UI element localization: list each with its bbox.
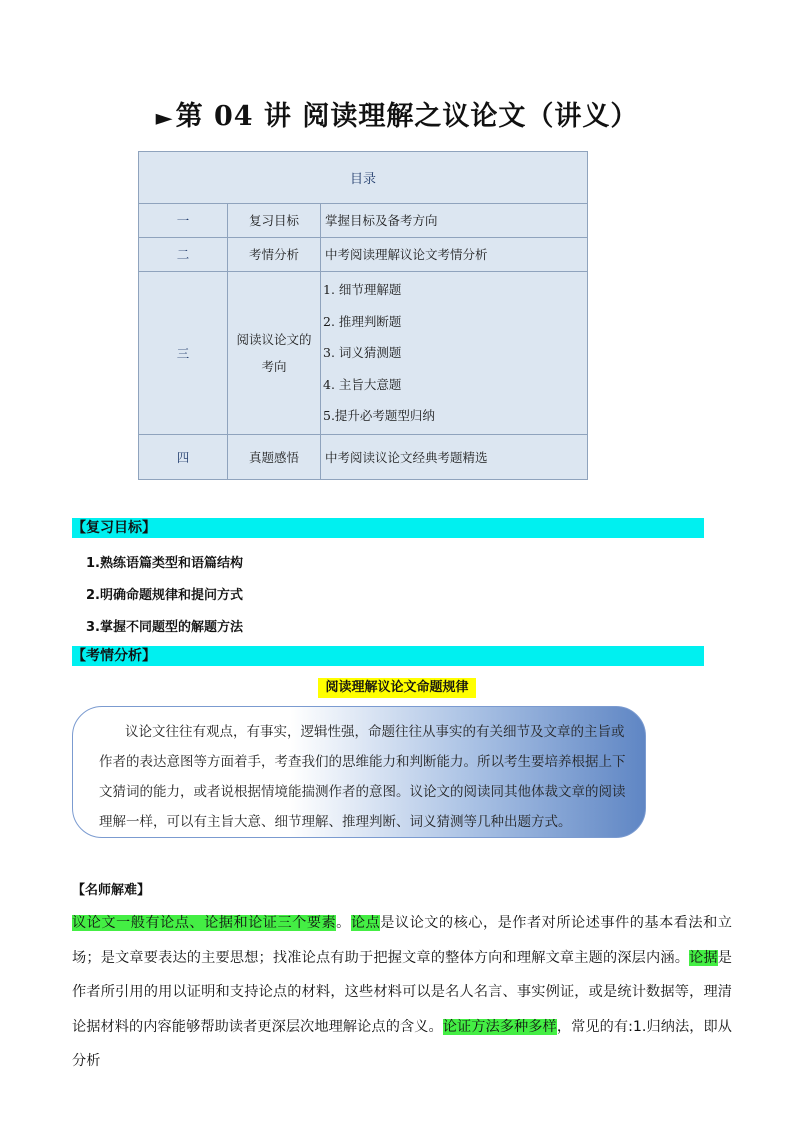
list-item: 5.提升必考题型归纳 xyxy=(323,408,435,424)
list-item: 2.明确命题规律和提问方式 xyxy=(86,588,243,603)
table-row xyxy=(139,204,588,238)
toc-row-name: 复习目标 xyxy=(228,204,321,238)
table-of-contents xyxy=(138,151,588,480)
toc-row-desc: 中考阅读议论文经典考题精选 xyxy=(321,435,588,480)
toc-header: 目录 xyxy=(139,152,588,204)
toc-row-name: 考情分析 xyxy=(228,237,321,271)
toc-row-number: 二 xyxy=(139,237,228,271)
toc-row-list xyxy=(321,271,588,434)
toc-row-name: 真题感悟 xyxy=(228,435,321,480)
toc-row-number: 一 xyxy=(139,204,228,238)
list-item: 3. 词义猜测题 xyxy=(323,345,402,361)
paragraph-text: 是作者所引用的用以证明和支持论点的材料，这些材料可以是名人名言、事实例证，或是统计数据等，理清论据材料的内容能够帮助读者更深层次地理解论点的含义。 xyxy=(72,949,732,1035)
teacher-paragraph xyxy=(72,906,732,1079)
toc-row-name-line: 阅读议论文的 xyxy=(236,331,312,347)
section-heading-goals: 【复习目标】 xyxy=(72,518,704,538)
list-item: 1.熟练语篇类型和语篇结构 xyxy=(86,556,243,571)
list-item: 1. 细节理解题 xyxy=(323,282,402,298)
table-row xyxy=(139,271,588,434)
toc-row-number: 四 xyxy=(139,435,228,480)
list-item: 4. 主旨大意题 xyxy=(323,376,402,392)
summary-text: 议论文往往有观点，有事实，逻辑性强，命题往往从事实的有关细节及文章的主旨或作者的表达意图等方面着手，考查我们的思维能力和判断能力。所以考生要培养根据上下文猜词的能力，或者说根据情境能揣测作者的意图。议论文的阅读同其他体裁文章的阅读理解一样，可以有主旨大意、细节理解、推理判断、词义猜测等几种出题方式。 xyxy=(99,724,626,830)
list-item: 2. 推理判断题 xyxy=(323,313,402,329)
triangle-arrow-icon: ► xyxy=(155,105,174,131)
toc-row-desc: 中考阅读理解议论文考情分析 xyxy=(321,237,588,271)
table-row xyxy=(139,435,588,480)
paragraph-text: 是议论文的核心，是作者对所论述事件的基本看法和立场；是文章要表达的主要思想；找准论点有助于把握文章的整体方向和理解文章主题的深层内涵。 xyxy=(72,915,732,966)
toc-row-number: 三 xyxy=(139,271,228,434)
toc-row-name-line: 考向 xyxy=(261,358,287,374)
page-title xyxy=(0,94,794,133)
section-heading-teacher: 【名师解难】 xyxy=(72,883,151,898)
highlight-text: 论证方法多种多样 xyxy=(442,1018,557,1035)
highlight-text: 论点 xyxy=(350,915,381,931)
paragraph-text: ，常见的有:1.归纳法，即从分析 xyxy=(72,1018,732,1069)
highlight-text: 议论文一般有论点、论据和论证三个要素 xyxy=(72,915,337,931)
list-item: 3.掌握不同题型的解题方法 xyxy=(86,620,243,635)
table-row xyxy=(139,237,588,271)
page-title-text: 第 04 讲 阅读理解之议论文（讲义） xyxy=(175,101,639,132)
toc-row-desc: 掌握目标及备考方向 xyxy=(321,204,588,238)
highlight-text: 论据 xyxy=(689,949,718,966)
paragraph-text: 。 xyxy=(336,915,351,931)
section-heading-analysis: 【考情分析】 xyxy=(72,646,704,666)
summary-box xyxy=(72,706,646,838)
toc-row-name xyxy=(228,271,321,434)
analysis-subtitle: 阅读理解议论文命题规律 xyxy=(318,678,476,698)
